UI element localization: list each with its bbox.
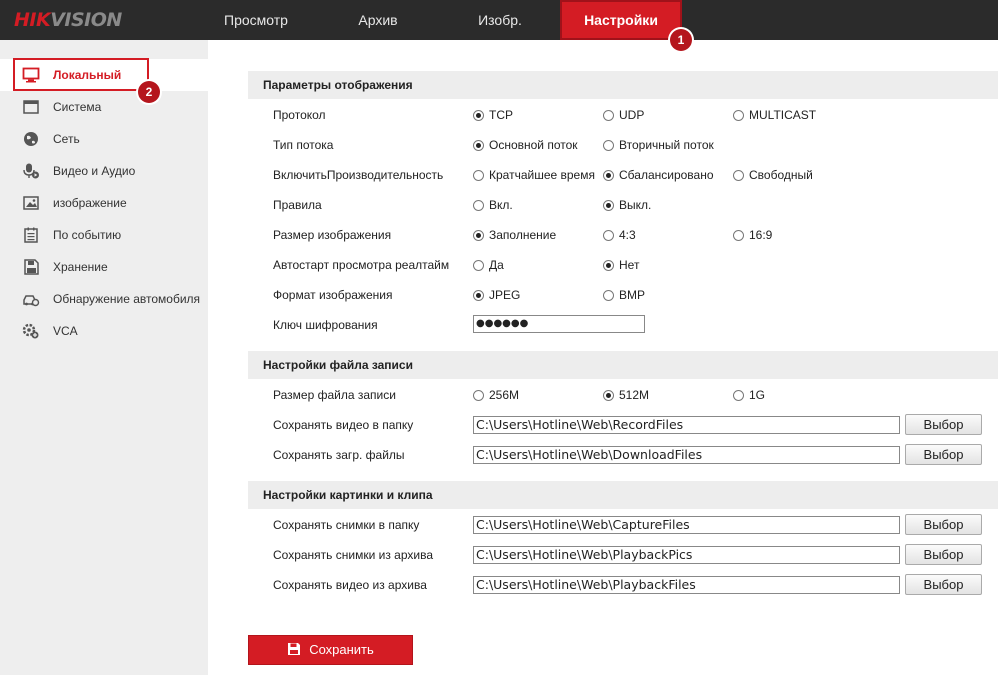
radio-protocol-multicast[interactable]: MULTICAST: [733, 108, 816, 122]
radio-protocol-tcp[interactable]: TCP: [473, 108, 513, 122]
sidebar-item-vca[interactable]: [0, 315, 208, 347]
microphone-icon: [22, 163, 40, 179]
gears-icon: [22, 323, 40, 339]
globe-icon: [22, 131, 40, 147]
nav-picture[interactable]: Изобр.: [478, 12, 522, 28]
save-archive-snapshots-path-input[interactable]: C:\Users\Hotline\Web\PlaybackPics: [473, 546, 900, 564]
image-format-label: Формат изображения: [273, 288, 393, 302]
save-video-label: Сохранять видео в папку: [273, 418, 414, 432]
radio-stream-sub[interactable]: Вторичный поток: [603, 138, 714, 152]
radio-stream-main[interactable]: Основной поток: [473, 138, 578, 152]
floppy-icon: [287, 638, 301, 652]
hikvision-logo: HIKVISION: [14, 9, 122, 31]
highlight-box: [13, 58, 149, 91]
save-archive-snapshots-label: Сохранять снимки из архива: [273, 548, 433, 562]
encryption-key-label: Ключ шифрования: [273, 318, 378, 332]
sidebar-item-label: Сеть: [53, 132, 80, 146]
step-badge-2: 2: [138, 81, 160, 103]
sidebar-item-storage[interactable]: [0, 251, 208, 283]
sidebar-item-vehicle-detection[interactable]: [0, 283, 208, 315]
sidebar-item-label: VCA: [53, 324, 78, 338]
calendar-icon: [22, 227, 40, 243]
stream-type-label: Тип потока: [273, 138, 334, 152]
floppy-icon: [22, 259, 40, 275]
radio-record-256m[interactable]: 256M: [473, 388, 519, 402]
image-icon: [22, 195, 40, 211]
save-button[interactable]: [248, 635, 413, 665]
section-display-params: Параметры отображения: [248, 71, 998, 99]
sidebar-item-label: Обнаружение автомобиля: [53, 292, 201, 306]
browse-button-snapshots[interactable]: Выбор: [905, 514, 982, 535]
radio-format-jpeg[interactable]: JPEG: [473, 288, 520, 302]
nav-configuration[interactable]: Настройки: [560, 0, 682, 40]
sidebar-item-label: Хранение: [53, 260, 108, 274]
radio-performance-fluent[interactable]: Свободный: [733, 168, 813, 182]
sidebar-item-label: Система: [53, 100, 102, 114]
window-icon: [22, 99, 40, 115]
radio-format-bmp[interactable]: BMP: [603, 288, 645, 302]
nav-live-view[interactable]: Просмотр: [224, 12, 288, 28]
car-search-icon: [22, 291, 40, 307]
radio-protocol-udp[interactable]: UDP: [603, 108, 644, 122]
browse-button-archive-video[interactable]: Выбор: [905, 574, 982, 595]
rules-label: Правила: [273, 198, 322, 212]
save-snapshots-path-input[interactable]: C:\Users\Hotline\Web\CaptureFiles: [473, 516, 900, 534]
save-archive-video-label: Сохранять видео из архива: [273, 578, 427, 592]
performance-label: ВключитьПроизводительность: [273, 168, 444, 182]
save-video-path-input[interactable]: C:\Users\Hotline\Web\RecordFiles: [473, 416, 900, 434]
encryption-key-input[interactable]: ●●●●●●: [473, 315, 645, 333]
save-button-label: Сохранить: [309, 642, 374, 657]
sidebar-item-label: изображение: [53, 196, 127, 210]
nav-playback[interactable]: Архив: [358, 12, 398, 28]
section-picture-clip: Настройки картинки и клипа: [248, 481, 998, 509]
save-archive-video-path-input[interactable]: C:\Users\Hotline\Web\PlaybackFiles: [473, 576, 900, 594]
step-badge-1: 1: [670, 29, 692, 51]
radio-rules-off[interactable]: Выкл.: [603, 198, 651, 212]
top-bar: [0, 0, 998, 40]
radio-size-fill[interactable]: Заполнение: [473, 228, 556, 242]
radio-autostart-yes[interactable]: Да: [473, 258, 504, 272]
sidebar-item-video-audio[interactable]: [0, 155, 208, 187]
save-downloads-label: Сохранять загр. файлы: [273, 448, 405, 462]
sidebar-item-label: Видео и Аудио: [53, 164, 136, 178]
radio-performance-balanced[interactable]: Сбалансировано: [603, 168, 714, 182]
radio-record-1g[interactable]: 1G: [733, 388, 765, 402]
browse-button-record[interactable]: Выбор: [905, 414, 982, 435]
save-snapshots-label: Сохранять снимки в папку: [273, 518, 420, 532]
radio-performance-shortest[interactable]: Кратчайшее время: [473, 168, 595, 182]
sidebar-item-system[interactable]: [0, 91, 208, 123]
sidebar-item-event[interactable]: [0, 219, 208, 251]
radio-size-4-3[interactable]: 4:3: [603, 228, 636, 242]
sidebar: [0, 40, 208, 675]
browse-button-downloads[interactable]: Выбор: [905, 444, 982, 465]
autostart-label: Автостарт просмотра реалтайм: [273, 258, 450, 272]
sidebar-item-label: По событию: [53, 228, 122, 242]
radio-size-16-9[interactable]: 16:9: [733, 228, 772, 242]
sidebar-item-image[interactable]: [0, 187, 208, 219]
image-size-label: Размер изображения: [273, 228, 392, 242]
record-size-label: Размер файла записи: [273, 388, 396, 402]
browse-button-archive-snapshots[interactable]: Выбор: [905, 544, 982, 565]
section-record-file: Настройки файла записи: [248, 351, 998, 379]
radio-record-512m[interactable]: 512M: [603, 388, 649, 402]
sidebar-item-label: Локальный: [53, 68, 122, 82]
radio-rules-on[interactable]: Вкл.: [473, 198, 513, 212]
save-downloads-path-input[interactable]: C:\Users\Hotline\Web\DownloadFiles: [473, 446, 900, 464]
sidebar-item-network[interactable]: [0, 123, 208, 155]
radio-autostart-no[interactable]: Нет: [603, 258, 639, 272]
protocol-label: Протокол: [273, 108, 326, 122]
